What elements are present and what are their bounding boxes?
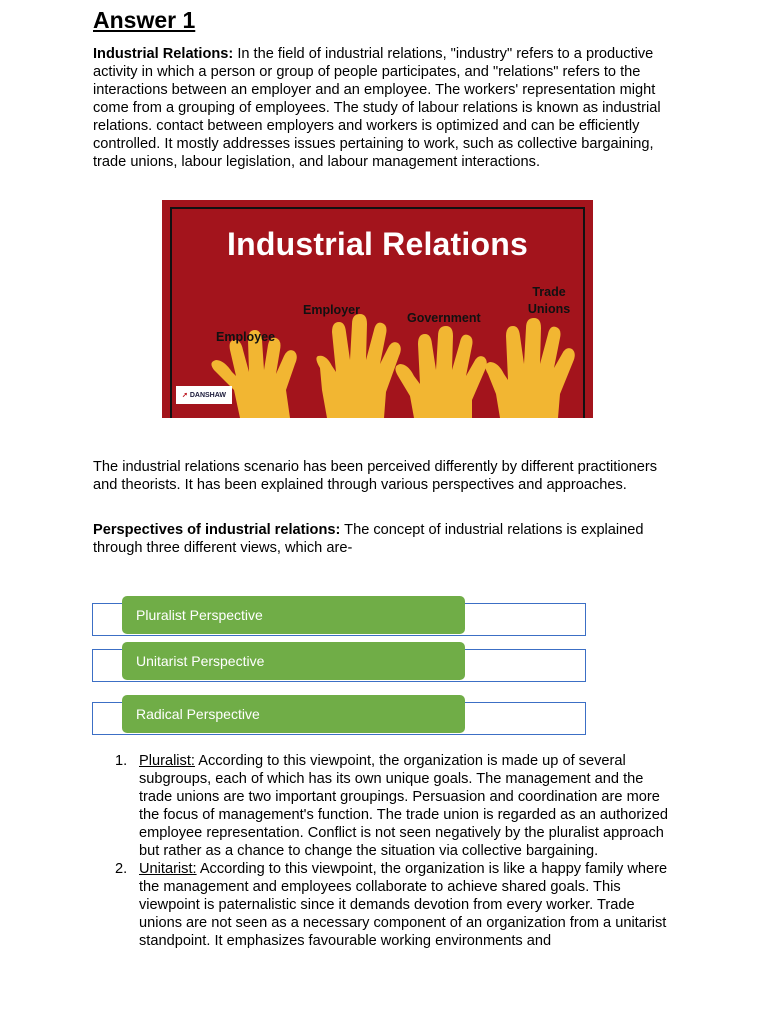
perspectives-intro-paragraph — [93, 521, 683, 557]
danshaw-logo — [176, 386, 232, 404]
list-item — [115, 752, 678, 860]
label-trade-unions-line1: Trade — [532, 285, 566, 299]
intro-paragraph — [93, 45, 683, 171]
list-item-term: Pluralist: — [139, 753, 195, 769]
label-trade-unions-line2: Unions — [527, 302, 571, 316]
employer-hand-icon — [316, 314, 400, 418]
perspective-row-pluralist — [92, 603, 586, 636]
perspectives-intro-term: Perspectives of industrial relations: — [93, 522, 341, 538]
page-heading: Answer 1 — [93, 7, 196, 33]
logo-mark-icon: ➚ — [181, 392, 188, 399]
perspective-box-radical: Radical Perspective — [122, 695, 465, 733]
list-item-text: According to this viewpoint, the organization is made up of several subgroups, each of which has its own unique goals. The management and the trade unions are two important groupings. Persuasion and coordination are more the focus of management's function. The trade union is regarded as an authorized employee representation. Conflict is not seen negatively by the pluralist approach but rather as a chance to change the situation via collective bargaining. — [139, 753, 669, 859]
perspective-box-unitarist: Unitarist Perspective — [122, 642, 465, 680]
list-item-term: Unitarist: — [139, 861, 197, 877]
list-item-number: 2. — [115, 861, 128, 877]
perspectives-intro-text: The concept of industrial relations is explained through three different views, which are- — [93, 522, 644, 556]
scenario-paragraph: The industrial relations scenario has been perceived differently by different practitioners and theorists. It has been explained through various perspectives and approaches. — [93, 459, 658, 493]
logo-text: DANSHAW — [189, 391, 227, 399]
list-item-text: According to this viewpoint, the organization is like a happy family where the management and employees collaborate to achieve shared goals. This viewpoint is paternalistic since it demands devotion from every worker. Trade unions are not seen as a necessary component of an organization from a unitarist standpoint. It emphasizes favourable working environments and — [139, 861, 668, 949]
label-employer: Employer — [303, 303, 360, 317]
perspectives-numbered-list — [115, 752, 678, 950]
perspective-row-unitarist — [92, 649, 586, 682]
figure-title: Industrial Relations — [227, 226, 528, 262]
perspective-box-pluralist: Pluralist Perspective — [122, 596, 465, 634]
label-trade-unions — [524, 284, 574, 318]
trade-union-hand-icon — [485, 318, 574, 418]
government-hand-icon — [395, 326, 486, 418]
label-government: Government — [407, 311, 481, 325]
perspective-row-radical — [92, 702, 586, 735]
intro-term: Industrial Relations: — [93, 46, 234, 62]
list-item-number: 1. — [115, 753, 128, 769]
label-employee: Employee — [216, 330, 276, 344]
intro-text: In the field of industrial relations, "industry" refers to a productive activity in which a person or group of people participates, and "relations" refers to the interactions between an employer and an employee. The workers' representation might come from a grouping of employees. The study of labour relations is known as industrial relations. contact between employers and workers is optimized and can be efficiently controlled. It mostly addresses issues pertaining to work, such as collective bargaining, trade unions, labour legislation, and labour management interactions. — [93, 46, 661, 170]
industrial-relations-figure — [162, 200, 593, 418]
list-item — [115, 860, 678, 950]
